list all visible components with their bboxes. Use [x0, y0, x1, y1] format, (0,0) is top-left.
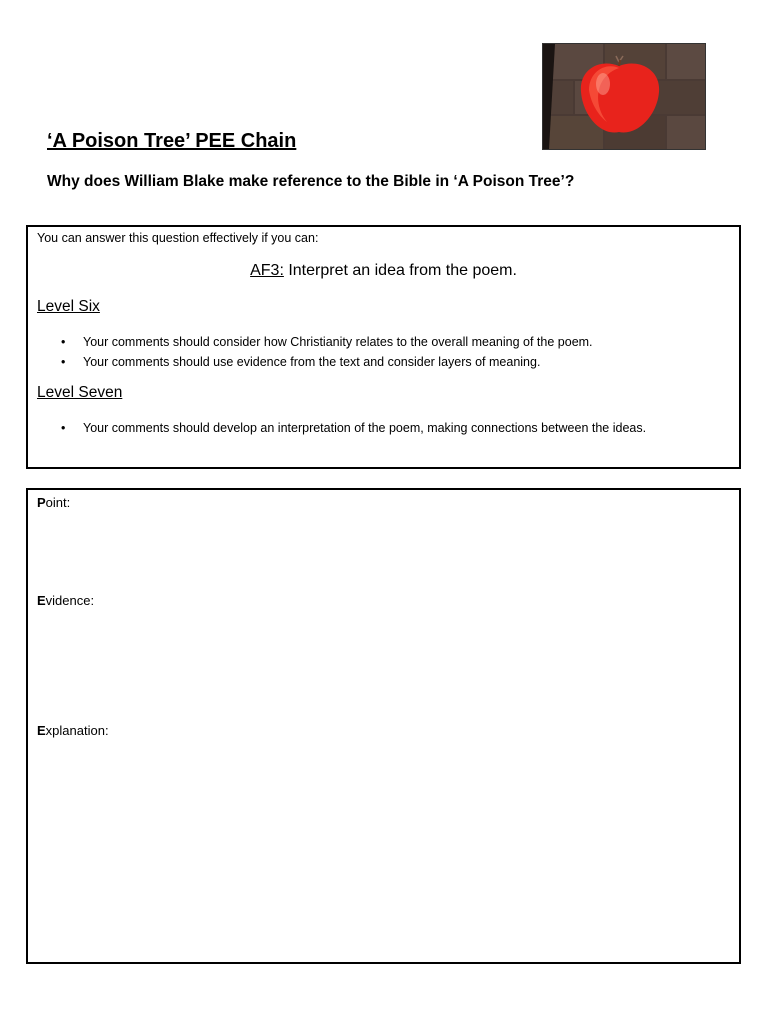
poison-apple-image — [542, 43, 706, 150]
af3-text: Interpret an idea from the poem. — [283, 262, 517, 279]
list-item — [28, 333, 739, 353]
af3-code: AF3: — [250, 262, 284, 279]
explanation-rest: xplanation: — [45, 723, 109, 738]
point-label — [37, 495, 70, 510]
bullet-icon: • — [61, 421, 66, 435]
criteria-box — [26, 225, 741, 469]
pee-answer-box[interactable] — [26, 488, 741, 964]
explanation-initial: E — [37, 723, 46, 738]
list-item — [28, 353, 739, 373]
bullet-icon: • — [61, 354, 66, 369]
poison-apple-icon — [543, 44, 705, 149]
criteria-intro: You can answer this question effectively if you can: — [37, 231, 319, 245]
evidence-initial: E — [37, 593, 46, 608]
bullet-icon: • — [61, 335, 66, 349]
evidence-rest: vidence: — [45, 593, 95, 608]
list-item — [28, 419, 739, 439]
bullet-text: Your comments should use evidence from the text and consider layers of meaning. — [83, 354, 541, 369]
level-six-heading: Level Six — [37, 298, 100, 315]
question-text: Why does William Blake make reference to the Bible in ‘A Poison Tree’? — [47, 173, 575, 190]
bullet-text: Your comments should consider how Christianity relates to the overall meaning of the poem. — [83, 335, 593, 349]
point-initial: P — [37, 495, 46, 510]
bullet-text: Your comments should develop an interpretation of the poem, making connections between the ideas. — [83, 421, 647, 435]
point-rest: oint: — [45, 495, 71, 510]
level-seven-bullets — [28, 419, 739, 439]
af3-objective — [28, 262, 739, 280]
explanation-label — [37, 723, 109, 738]
evidence-label — [37, 593, 94, 608]
level-six-bullets — [28, 333, 739, 372]
page-title: ‘A Poison Tree’ PEE Chain — [47, 130, 297, 152]
level-seven-heading: Level Seven — [37, 384, 123, 401]
